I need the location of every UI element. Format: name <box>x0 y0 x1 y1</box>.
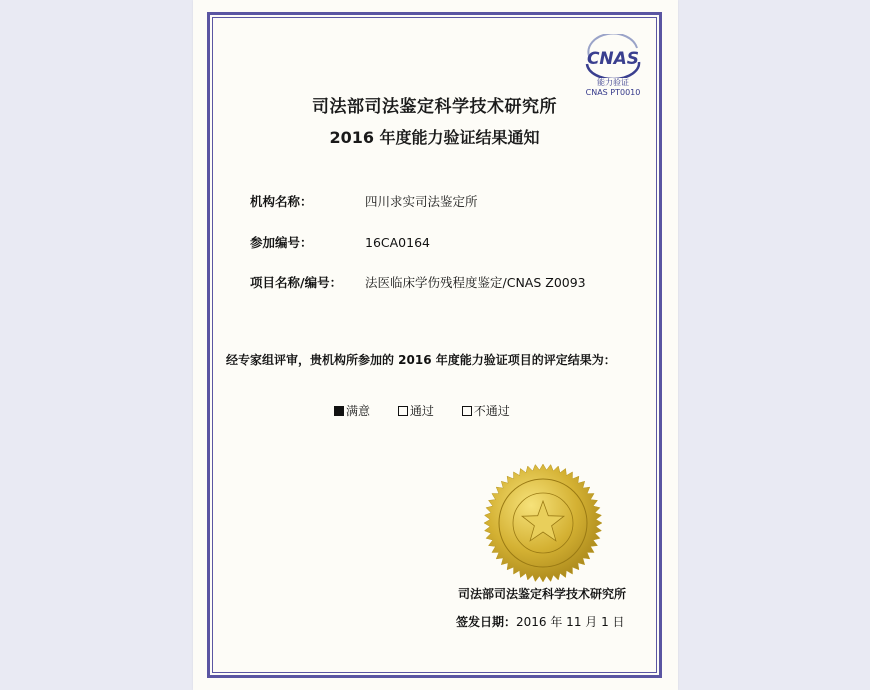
gold-seal-icon <box>483 463 603 583</box>
document-title-institute: 司法部司法鉴定科学技术研究所 <box>312 97 557 117</box>
field-value: 16CA0164 <box>365 235 430 250</box>
field-row-project <box>250 273 586 291</box>
cnas-logo-line2: CNAS PT0010 <box>585 88 641 97</box>
result-option-label: 满意 <box>346 404 371 418</box>
evaluation-statement: 经专家组评审，贵机构所参加的 2016 年度能力验证项目的评定结果为： <box>226 353 616 367</box>
field-label: 项目名称/编号： <box>250 275 343 290</box>
result-option-satisfactory <box>334 402 370 419</box>
issue-date-value: 2016 年 11 月 1 日 <box>516 615 625 629</box>
document-title-notice: 2016 年度能力验证结果通知 <box>329 128 540 147</box>
checkbox-icon <box>334 406 344 416</box>
cnas-logo-mark: CNAS <box>586 49 640 69</box>
issue-date <box>456 613 625 630</box>
field-row-participant-id <box>250 233 430 251</box>
checkbox-icon <box>398 406 408 416</box>
result-option-label: 通过 <box>409 404 434 418</box>
issuer-name: 司法部司法鉴定科学技术研究所 <box>458 587 627 601</box>
result-option-fail <box>462 402 510 419</box>
field-value: 法医临床学伤残程度鉴定/CNAS Z0093 <box>365 275 586 290</box>
field-row-organization <box>250 192 478 210</box>
result-options <box>334 402 534 419</box>
issue-date-label: 签发日期： <box>456 615 517 629</box>
checkbox-icon <box>462 406 472 416</box>
result-option-label: 不通过 <box>473 404 510 418</box>
result-option-pass <box>398 402 434 419</box>
field-value: 四川求实司法鉴定所 <box>365 194 478 209</box>
field-label: 机构名称： <box>250 194 313 209</box>
field-label: 参加编号： <box>250 235 313 250</box>
cnas-logo-line1: 能力验证 <box>597 78 629 87</box>
cnas-logo-icon <box>579 34 647 78</box>
